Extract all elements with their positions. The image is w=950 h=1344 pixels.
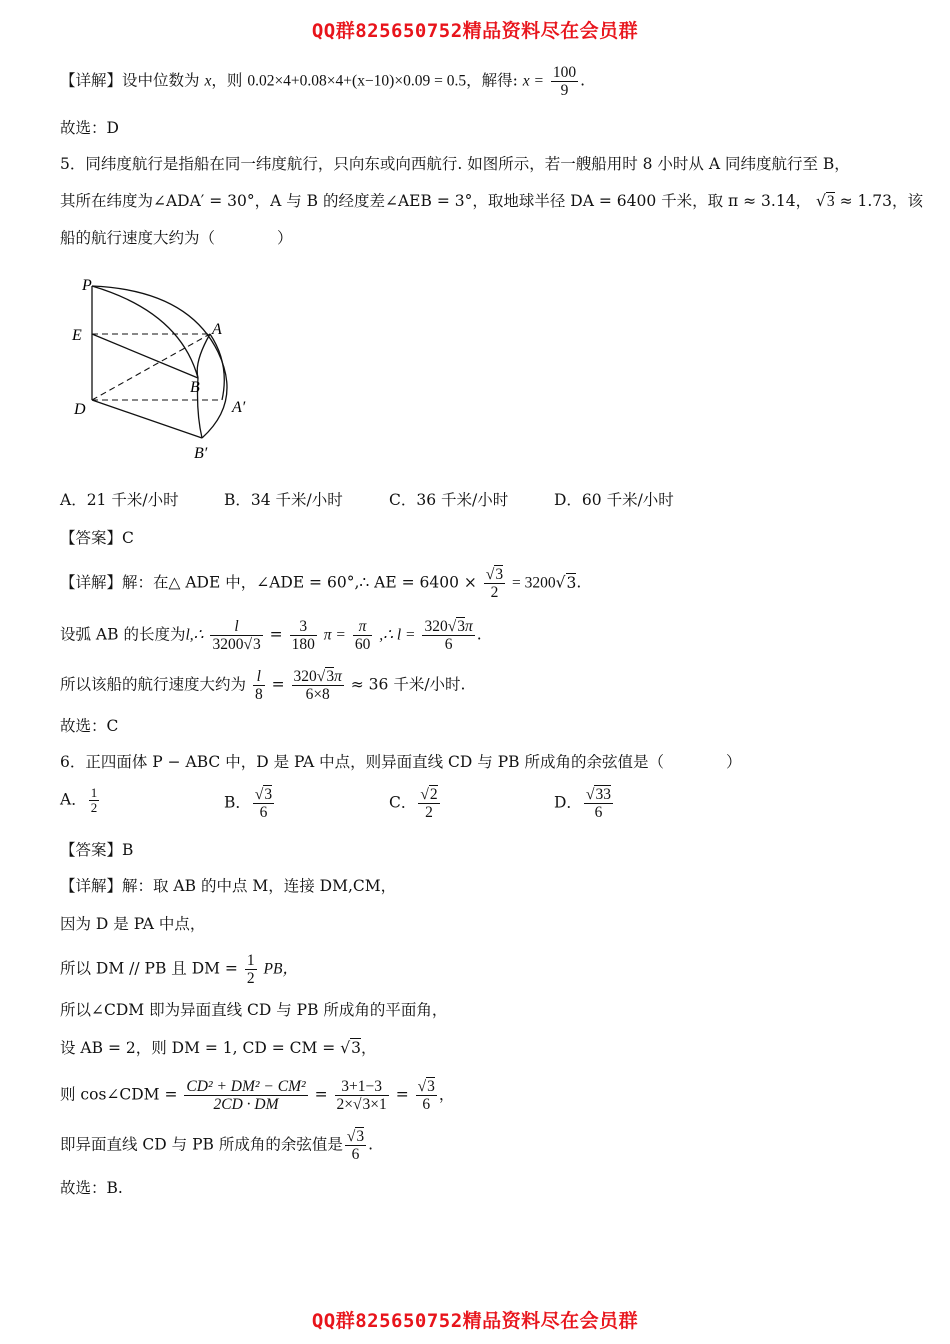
- q6-sol-line4: 所以∠CDM 即为异面直线 CD 与 PB 所成角的平面角，: [60, 1001, 448, 1019]
- label-E: E: [72, 327, 82, 344]
- q5-solution-line3: 所以该船的航行速度大约为 $\frac{l}{8}$ = $\frac{320√3\pi}{6\times 8}$ ≈ 36 千米/小时.: [60, 668, 466, 703]
- label-A-prime: A′: [232, 399, 246, 416]
- label-D: D: [74, 401, 86, 418]
- q6-sol-line1: 【详解】解：取 AB 的中点 M，连接 DM,CM，: [60, 877, 397, 895]
- q6-answer-label: 【答案】B: [60, 841, 134, 859]
- q6-option-B: B． $\frac{√3}{6}$: [224, 786, 273, 821]
- q5-stem-line2: 其所在纬度为∠ADA′ = 30°，A 与 B 的经度差∠AEB = 3°，取地球半径 DA = 6400 千米，取 π ≈ 3.14， √3 ≈ 1.73，该: [60, 192, 924, 210]
- q5-option-C: C．36 千米/小时: [389, 491, 509, 509]
- q6-option-A: A． $\frac{1}{2}$: [60, 785, 98, 815]
- result-fraction: $\frac{100}{9}$: [552, 64, 577, 99]
- q5-option-D: D．60 千米/小时: [554, 491, 674, 509]
- q6-stem: 6．正四面体 P − ABC 中，D 是 PA 中点，则异面直线 CD 与 PB 所成角的余弦值是（ ）: [60, 753, 742, 771]
- q6-final: 故选：B.: [60, 1179, 123, 1197]
- q6-sol-line7: 即异面直线 CD 与 PB 所成角的余弦值是 $\frac{√3}{6}$ .: [60, 1128, 374, 1163]
- q5-option-A: A．21 千米/小时: [60, 491, 179, 509]
- q5-solution-line2: 设弧 AB 的长度为l,∴ $\frac{l}{3200√3}$ = $\frac{3}{180}$ π = $\frac{\pi}{60}$ ,∴ l = $\frac{320√3\pi}{6}$ .: [60, 618, 482, 653]
- q4-detail-line: 【详解】设中位数为 x，则 0.02×4+0.08×4+(x−10)×0.09 = 0.5，解得: x = $\frac{100}{9}$ .: [60, 64, 586, 99]
- label-P: P: [82, 277, 92, 294]
- sphere-figure: [60, 272, 280, 472]
- q5-answer-label: 【答案】C: [60, 529, 134, 547]
- q6-sol-line3: 所以 DM // PB 且 DM = $\frac{1}{2}$ PB，: [60, 952, 298, 987]
- q4-answer: 故选：D: [60, 119, 119, 137]
- q5-stem-line3: 船的航行速度大约为（ ）: [60, 229, 293, 247]
- label-B: B: [190, 379, 200, 396]
- header-banner: QQ群825650752精品资料尽在会员群: [311, 20, 639, 42]
- label-B-prime: B′: [194, 445, 208, 462]
- q6-option-C: C． $\frac{√2}{2}$: [389, 786, 438, 821]
- footer-banner: QQ群825650752精品资料尽在会员群: [311, 1310, 639, 1332]
- q5-solution-line1: 【详解】解：在△ ADE 中，∠ADE = 60°,∴ AE = 6400 × $\frac{√3}{2}$ = 3200√3.: [60, 566, 582, 601]
- q5-stem-line1: 5．同纬度航行是指船在同一纬度航行，只向东或向西航行. 如图所示，若一艘船用时 8 小时从 A 同纬度航行至 B，: [60, 155, 850, 173]
- q6-sol-line6: 则 cos∠CDM = $\frac{\text{CD² + DM² − CM²}}{2CD \cdot DM}$ = $\frac{3+1-3}{2\times√3\times 1}$ = $\frac{√3}{6}$ ，: [60, 1078, 455, 1113]
- median-equation: 0.02×4+0.08×4+(x−10)×0.09 = 0.5: [247, 72, 467, 90]
- q6-sol-line5: 设 AB = 2，则 DM = 1, CD = CM = √3，: [60, 1039, 377, 1057]
- q6-sol-line2: 因为 D 是 PA 中点，: [60, 915, 206, 933]
- label-A: A: [212, 321, 222, 338]
- q6-option-D: D． $\frac{√33}{6}$: [554, 786, 611, 821]
- q5-option-B: B．34 千米/小时: [224, 491, 343, 509]
- q5-final: 故选：C: [60, 717, 119, 735]
- detail-label: 【详解】: [60, 71, 123, 90]
